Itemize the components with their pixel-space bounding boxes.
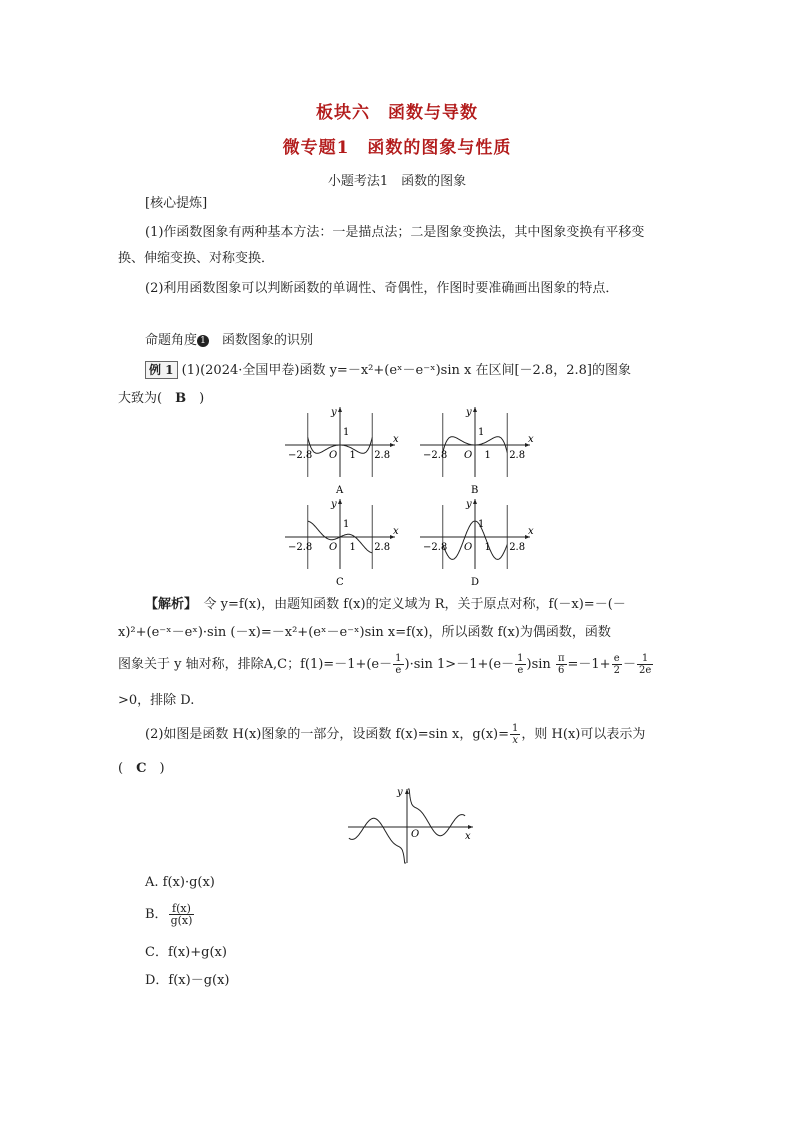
solution-l3: 图象关于 y 轴对称，排除A,C；f(1)=－1+(e－ $\frac{1}{e}$ )·sin 1>－1+(e－ $\frac{1}{e}$ )sin $\frac{\pi}{6}$ =－1+ $\frac{e}{2}$ － $\frac{1}{2e}$ xyxy=(118,653,652,676)
option-a[interactable]: A. f(x)·g(x) xyxy=(145,875,215,890)
tick-one-x-A: 1 xyxy=(349,450,356,461)
solution-l1: 【解析】 令 y=f(x)，由题知函数 f(x)的定义域为 R，关于原点对称，f(－x)=－(－ xyxy=(145,597,626,612)
tick-one-x-D: 1 xyxy=(484,542,491,553)
y-label-C: y xyxy=(331,499,337,510)
x-label-D: x xyxy=(528,526,534,537)
origin-D: O xyxy=(464,542,473,553)
q1-text: (1)(2024·全国甲卷)函数 y=－x²+(eˣ－e⁻ˣ)sin x 在区间[－2.8，2.8]的图象 xyxy=(181,363,631,378)
tick-right-A: 2.8 xyxy=(374,450,391,461)
tick-left-B: −2.8 xyxy=(423,450,448,461)
y-arrow-C xyxy=(338,499,342,504)
y-arrow-A xyxy=(338,407,342,412)
tick-one-y-B: 1 xyxy=(478,427,485,438)
q2-line2: ( C ) xyxy=(118,761,165,776)
y-label-B: y xyxy=(466,407,472,418)
tick-one-x-C: 1 xyxy=(349,542,356,553)
y-arrow-B xyxy=(473,407,477,412)
example-q1-line2: 大致为( B ) xyxy=(118,391,205,406)
y-label-A: y xyxy=(331,407,337,418)
x-label-A: x xyxy=(393,434,399,445)
topic-title: 微专题1 函数的图象与性质 xyxy=(282,138,512,158)
graph-c xyxy=(285,499,399,585)
y-label-D: y xyxy=(466,499,472,510)
q2-x-label: x xyxy=(465,831,471,842)
tick-left-D: −2.8 xyxy=(423,542,448,553)
subtopic-title: 小题考法1 函数的图象 xyxy=(327,174,467,189)
origin-C: O xyxy=(329,542,338,553)
x-label-C: x xyxy=(393,526,399,537)
tick-one-x-B: 1 xyxy=(484,450,491,461)
graph-d xyxy=(420,499,534,585)
graph-label-B: B xyxy=(471,485,479,496)
tick-left-A: −2.8 xyxy=(288,450,313,461)
option-d[interactable]: D．f(x)－g(x) xyxy=(145,973,230,988)
core-p1a: (1)作函数图象有两种基本方法：一是描点法；二是图象变换法，其中图象变换有平移变 xyxy=(145,225,645,240)
solution-l4: >0，排除 D. xyxy=(118,693,195,708)
angle-line xyxy=(145,328,665,354)
q2-graph xyxy=(345,785,480,865)
core-p2: (2)利用函数图象可以判断函数的单调性、奇偶性，作图时要准确画出图象的特点． xyxy=(145,281,619,296)
example-badge: 例 1 xyxy=(145,361,178,379)
core-heading: [核心提炼] xyxy=(145,196,208,211)
angle-text: 函数图象的识别 xyxy=(222,333,314,348)
tick-right-B: 2.8 xyxy=(509,450,526,461)
angle-prefix: 命题角度 xyxy=(145,333,198,348)
graph-label-C: C xyxy=(336,577,344,585)
option-graphs xyxy=(280,405,540,585)
tick-one-y-C: 1 xyxy=(343,519,350,530)
graph-label-D: D xyxy=(471,577,480,585)
solution-l2: x)²+(e⁻ˣ－eˣ)·sin (－x)=－x²+(eˣ－e⁻ˣ)sin x=f(x)，所以函数 f(x)为偶函数，函数 xyxy=(118,625,611,640)
core-p1b: 换、伸缩变换、对称变换． xyxy=(118,251,275,266)
q2-line1: (2)如图是函数 H(x)图象的一部分，设函数 f(x)=sin x，g(x)= $\frac{1}{x}$ ，则 H(x)可以表示为 xyxy=(145,723,646,746)
tick-one-y-D: 1 xyxy=(478,519,485,530)
q1-answer: B xyxy=(175,391,187,406)
origin-B: O xyxy=(464,450,473,461)
q2-origin: O xyxy=(411,829,420,840)
tick-right-C: 2.8 xyxy=(374,542,391,553)
q2-x-arrow xyxy=(468,825,473,829)
q2-answer: C xyxy=(136,761,147,776)
tick-one-y-A: 1 xyxy=(343,427,350,438)
origin-A: O xyxy=(329,450,338,461)
option-c[interactable]: C．f(x)+g(x) xyxy=(145,945,227,960)
tick-right-D: 2.8 xyxy=(509,542,526,553)
example-q1-line1 xyxy=(145,358,685,384)
graph-a xyxy=(285,407,399,496)
section-title: 板块六 函数与导数 xyxy=(316,103,478,123)
q2-y-arrow xyxy=(405,789,409,794)
x-label-B: x xyxy=(528,434,534,445)
y-arrow-D xyxy=(473,499,477,504)
angle-number: 1 xyxy=(197,335,209,347)
graph-label-A: A xyxy=(336,485,344,496)
tick-left-C: −2.8 xyxy=(288,542,313,553)
solution-tag: 【解析】 xyxy=(145,597,191,612)
option-b[interactable]: B． $\frac{f(x)}{g(x)}$ xyxy=(145,902,193,927)
graph-b xyxy=(420,407,534,496)
q2-y-label: y xyxy=(397,787,403,798)
